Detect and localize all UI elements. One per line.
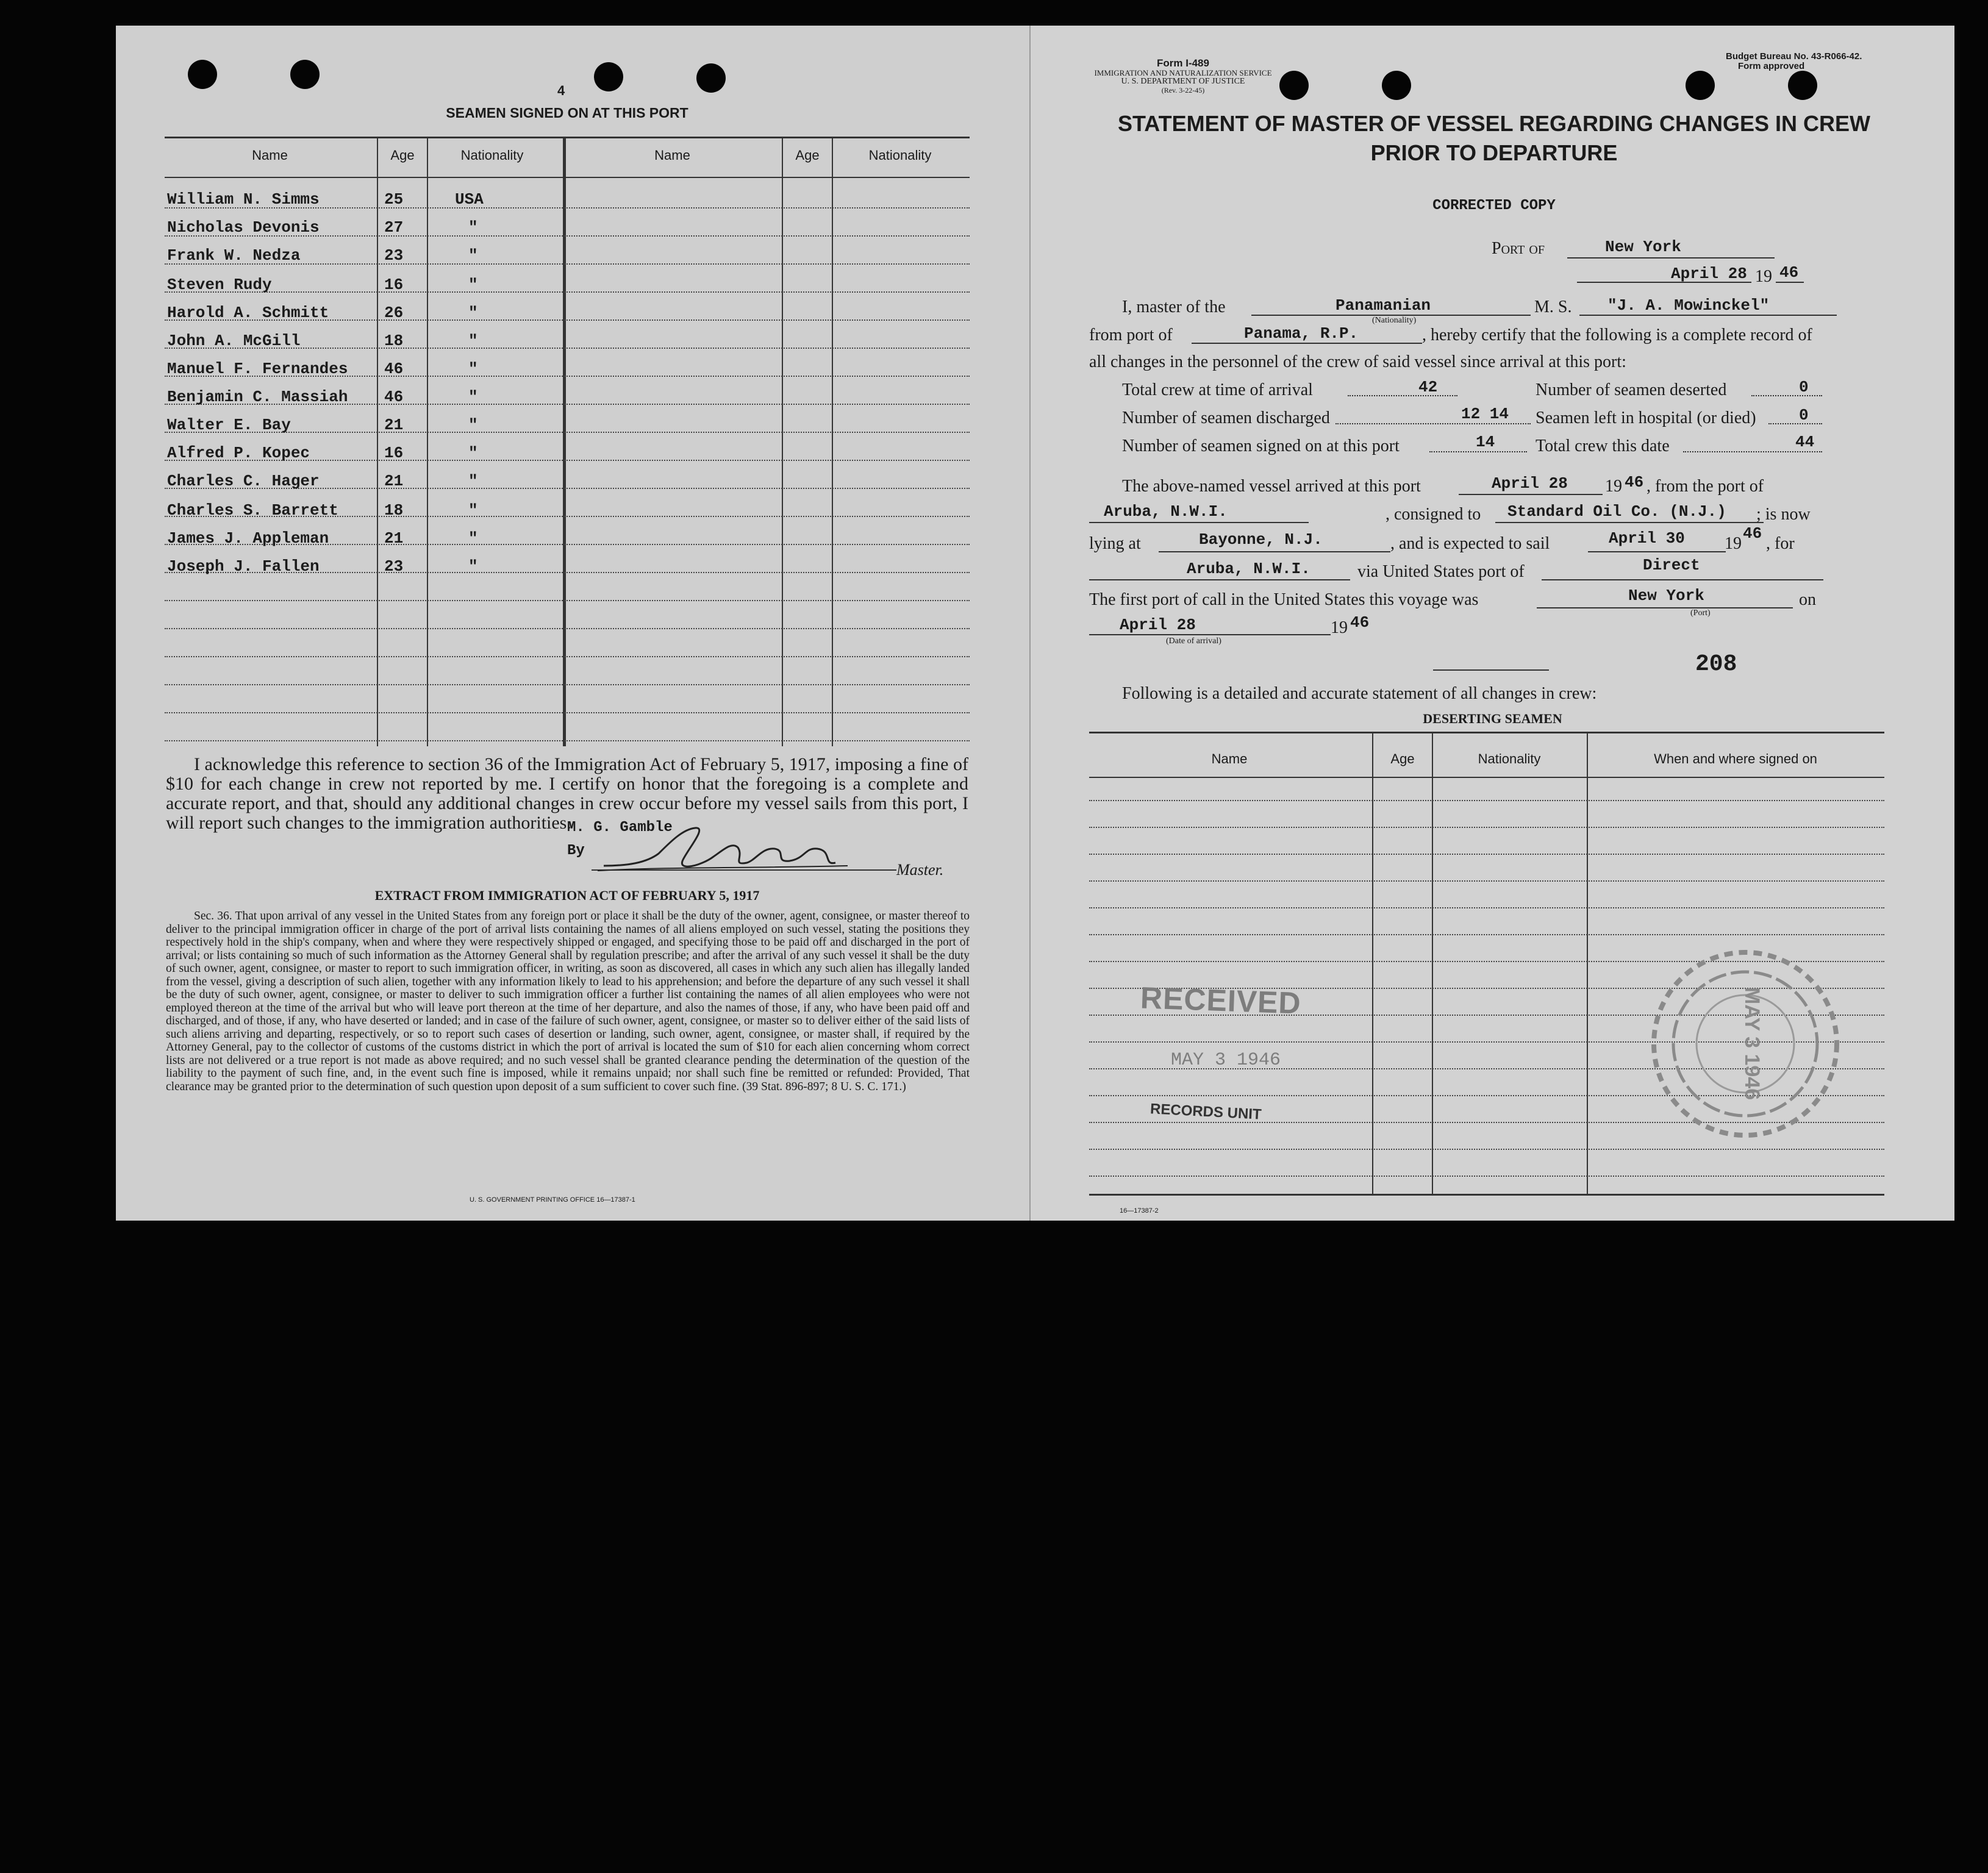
seaman-name: Steven Rudy (167, 276, 272, 294)
port-caption: (Port) (1690, 608, 1711, 618)
via-value: Direct (1643, 556, 1700, 574)
records-unit-stamp: RECORDS UNIT (1150, 1101, 1262, 1123)
from-port-label: from port of (1089, 326, 1173, 344)
row-rule (165, 600, 970, 601)
page-number: 4 (557, 83, 565, 98)
seaman-name: Charles S. Barrett (167, 501, 338, 519)
row-rule (165, 684, 970, 685)
budget-bureau-number: Budget Bureau No. 43-R066-42. (1726, 51, 1862, 62)
seaman-nationality: " (468, 304, 478, 322)
col-header-age: Age (390, 148, 415, 163)
seaman-nationality: " (468, 529, 478, 548)
expected-label: , and is expected to sail (1390, 534, 1550, 553)
col-header-age-2: Age (795, 148, 820, 163)
seaman-name: Joseph J. Fallen (167, 557, 320, 576)
arrived-date: April 28 (1492, 474, 1568, 493)
row-rule (1089, 880, 1884, 882)
seaman-nationality: " (468, 444, 478, 462)
sail-date: April 30 (1609, 529, 1685, 548)
via-label: via United States port of (1357, 562, 1525, 581)
printer-imprint-right: 16—17387-2 (1120, 1207, 1159, 1215)
seaman-nationality: " (468, 416, 478, 434)
right-page (1031, 26, 1954, 1221)
first-port-date: April 28 (1120, 616, 1196, 634)
col-header-nationality-2: Nationality (868, 148, 932, 163)
seaman-age: 23 (384, 246, 404, 265)
seaman-age: 21 (384, 472, 404, 490)
from-port-line (1192, 343, 1422, 344)
seaman-nationality: " (468, 276, 478, 294)
seaman-name: Manuel F. Fernandes (167, 360, 348, 378)
desert-table-header-rule (1089, 777, 1884, 778)
row-rule (1089, 854, 1884, 855)
stat-leader (1429, 451, 1527, 452)
section-title: SEAMEN SIGNED ON AT THIS PORT (446, 105, 688, 121)
desert-col-name: Name (1211, 751, 1248, 766)
stat-label-signed-on: Number of seamen signed on at this port (1122, 437, 1400, 455)
seaman-nationality: " (468, 218, 478, 237)
seaman-age: 21 (384, 529, 404, 548)
via-line (1542, 579, 1823, 580)
punch-hole (696, 63, 726, 93)
lying-at-label: lying at (1089, 534, 1141, 553)
seaman-name: Benjamin C. Massiah (167, 388, 348, 406)
received-date-stamp: MAY 3 1946 (1171, 1050, 1281, 1071)
arrived-year-prefix: 19 (1605, 477, 1622, 496)
punch-hole (188, 60, 217, 89)
year-line (1776, 282, 1804, 283)
row-rule (1089, 934, 1884, 935)
extract-title: EXTRACT FROM IMMIGRATION ACT OF FEBRUARY 5, 1917 (374, 888, 760, 903)
seaman-nationality: " (468, 501, 478, 519)
from-port-value: Panama, R.P. (1244, 324, 1359, 343)
is-now-label: ; is now (1756, 505, 1811, 524)
stat-value-discharged: 12 14 (1461, 405, 1509, 423)
seaman-age: 16 (384, 276, 404, 294)
sail-year: 46 (1743, 524, 1762, 543)
punch-hole (290, 60, 320, 89)
col-header-name: Name (252, 148, 288, 163)
round-stamp-text: MAY 3 1946 (1740, 986, 1764, 1101)
arrived-from: Aruba, N.W.I. (1104, 502, 1228, 521)
stat-leader (1348, 395, 1457, 396)
desert-col-nationality: Nationality (1478, 751, 1541, 766)
stat-value-deserted: 0 (1799, 378, 1809, 396)
from-the-port-of: , from the port of (1647, 477, 1764, 496)
form-number: Form I-489 (1157, 57, 1209, 69)
stat-leader (1683, 451, 1822, 452)
form-title-line-1: STATEMENT OF MASTER OF VESSEL REGARDING CHANGES IN CREW (1117, 111, 1871, 136)
first-port-year: 46 (1350, 613, 1370, 632)
seaman-name: Nicholas Devonis (167, 218, 320, 237)
col-divider (377, 137, 378, 746)
seaman-name: Walter E. Bay (167, 416, 291, 434)
certify-text-2: all changes in the personnel of the crew of said vessel since arrival at this port: (1089, 352, 1626, 371)
master-name: M. G. Gamble (567, 819, 673, 836)
arrived-year: 46 (1625, 473, 1644, 491)
stat-value-arrival: 42 (1418, 378, 1438, 396)
seaman-age: 25 (384, 190, 404, 209)
lying-at-line (1159, 551, 1390, 552)
short-rule (1433, 669, 1549, 671)
by-label: By (567, 843, 585, 859)
desert-col-signed-on: When and where signed on (1654, 751, 1817, 766)
first-port-year-prefix: 19 (1331, 618, 1348, 637)
row-rule (165, 656, 970, 657)
first-port-date-line (1089, 634, 1331, 635)
form-revision: (Rev. 3-22-45) (1161, 86, 1205, 95)
destination-line (1089, 579, 1350, 580)
stat-leader (1751, 395, 1822, 396)
arrived-from-line (1089, 522, 1309, 523)
col-divider (832, 137, 833, 746)
seaman-age: 46 (384, 360, 404, 378)
date-caption: (Date of arrival) (1166, 637, 1221, 646)
received-stamp: RECEIVED (1140, 980, 1302, 1021)
vessel-name-line (1579, 315, 1837, 316)
stat-value-hospital: 0 (1799, 406, 1809, 424)
desert-col-divider (1587, 732, 1588, 1195)
desert-col-divider (1372, 732, 1373, 1195)
first-port-value: New York (1628, 587, 1704, 605)
reference-number: 208 (1695, 651, 1737, 677)
col-divider (782, 137, 783, 746)
lying-at-value: Bayonne, N.J. (1199, 530, 1323, 549)
table-header-rule (165, 177, 970, 178)
vessel-type: M. S. (1534, 298, 1572, 316)
stat-leader (1768, 423, 1822, 424)
seaman-name: Harold A. Schmitt (167, 304, 329, 322)
punch-hole (1686, 71, 1715, 100)
row-rule (1089, 1149, 1884, 1150)
destination: Aruba, N.W.I. (1187, 560, 1310, 578)
certify-text: , hereby certify that the following is a complete record of (1422, 326, 1812, 344)
sail-date-line (1588, 551, 1726, 552)
stat-label-deserted: Number of seamen deserted (1536, 380, 1727, 399)
seaman-age: 21 (384, 416, 404, 434)
seaman-name: Alfred P. Kopec (167, 444, 310, 462)
table-top-rule (165, 137, 970, 138)
printer-imprint: U. S. GOVERNMENT PRINTING OFFICE 16—17387-1 (470, 1196, 635, 1204)
col-divider-double (563, 137, 566, 746)
seaman-nationality: USA (455, 190, 484, 209)
form-approved: Form approved (1738, 61, 1805, 71)
seaman-age: 27 (384, 218, 404, 237)
seaman-age: 16 (384, 444, 404, 462)
sail-year-prefix: 19 (1725, 534, 1742, 553)
left-page (116, 26, 1031, 1221)
seaman-name: William N. Simms (167, 190, 320, 209)
stat-value-signed-on: 14 (1476, 433, 1495, 451)
col-header-nationality: Nationality (460, 148, 524, 163)
seaman-nationality: " (468, 360, 478, 378)
extract-text: Sec. 36. That upon arrival of any vessel in the United States from any foreign port or place it shall be the duty of the owner, agent, consignee, or master thereof to deliver to the principal immigration officer in charge of the port of arrival lists containing the names of all aliens employed on such vessel, stating the positions they respectively hold in the ship's company, when and where they were respectively shipped or engaged, and specifying those to be paid off and discharged in the port of arrival; or lists containing so much of such information as the Attorney General shall by regulation prescribe; and after the arrival of any such vessel it shall be the duty of such owner, agent, consignee, or master to report to such immigration officer, in writing, as soon as discovered, all cases in which any such alien has illegally landed from the vessel, giving a description of such alien, together with any information likely to lead to his apprehension; and before the departure of any such vessel it shall be the duty of such owner, agent, consignee, or master to deliver to such immigration officer a further list containing the names of all alien employees who were not employed thereon at the time of the arrival but who will leave port thereon at the time of her departure, and also the names of those, if any, who have been paid off and discharged, and of those, if any, who have deserted or landed; and in case of the failure of such owner, agent, consignee, or master so to deliver either of the said lists of such aliens arriving and departing, respectively, or so to report such cases of desertion or landing, such owner, agent, consignee, or master shall, if required by the Attorney General, pay to the collector of customs of the customs district in which the port of arrival is located the sum of $10 for each alien concerning whom correct lists are not delivered or a true report is not made as above required; and no such vessel shall be granted clearance pending the determination of the question of the liability to the payment of such fine, and, in the event such fine is imposed, while it remains unpaid; nor shall such fine be remitted or refunded: Provided, That clearance may be granted prior to the determination of such question upon deposit of a sum sufficient to cover such fine. (39 Stat. 896-897; 8 U. S. C. 171.) (166, 910, 970, 1093)
port-line (1567, 257, 1775, 259)
punch-hole (1382, 71, 1411, 100)
row-rule (1089, 907, 1884, 908)
form-title-line-2: PRIOR TO DEPARTURE (1370, 140, 1618, 165)
desert-table-top (1089, 732, 1884, 733)
nationality-value: Panamanian (1335, 296, 1431, 315)
stat-value-total: 44 (1795, 433, 1815, 451)
year-value: 46 (1779, 263, 1799, 282)
following-text: Following is a detailed and accurate statement of all changes in crew: (1122, 684, 1597, 703)
for-label: , for (1766, 534, 1795, 553)
first-port-label: The first port of call in the United States this voyage was (1089, 590, 1479, 609)
corrected-copy-note: CORRECTED COPY (1432, 198, 1556, 214)
arrived-text: The above-named vessel arrived at this port (1122, 477, 1421, 496)
seaman-nationality: " (468, 557, 478, 576)
seaman-name: John A. McGill (167, 332, 301, 350)
stat-label-total: Total crew this date (1536, 437, 1670, 455)
punch-hole (1788, 71, 1817, 100)
stat-label-hospital: Seamen left in hospital (or died) (1536, 408, 1756, 427)
row-rule (1089, 1176, 1884, 1177)
seaman-nationality: " (468, 246, 478, 265)
row-rule (165, 628, 970, 629)
master-signature (592, 823, 909, 878)
seaman-age: 18 (384, 332, 404, 350)
stat-label-discharged: Number of seamen discharged (1122, 408, 1330, 427)
master-label: Master. (896, 861, 944, 879)
punch-hole (594, 62, 623, 91)
consignee: Standard Oil Co. (N.J.) (1507, 502, 1726, 521)
date-value: April 28 (1671, 265, 1747, 283)
vessel-name: "J. A. Mowinckel" (1607, 296, 1770, 315)
row-rule (1089, 800, 1884, 801)
col-header-name-2: Name (654, 148, 690, 163)
stat-label-arrival: Total crew at time of arrival (1122, 380, 1313, 399)
consigned-to-label: , consigned to (1386, 505, 1481, 524)
col-divider (427, 137, 428, 746)
desert-col-age: Age (1390, 751, 1415, 766)
seaman-name: James J. Appleman (167, 529, 329, 548)
acknowledgment-text: I acknowledge this reference to section 36 of the Immigration Act of February 5, 1917, imposing a fine of $10 for each change in crew not reported by me. I certify on honor that the foregoing is a complete and accurate report, and that, should any additional changes in crew occur before my vessel sails from this port, I will report such changes to the immigration authorities. (166, 754, 968, 833)
seaman-nationality: " (468, 332, 478, 350)
seaman-nationality: " (468, 388, 478, 406)
desert-table-bottom (1089, 1194, 1884, 1196)
port-label: Port of (1492, 239, 1545, 258)
first-port-line (1537, 607, 1793, 608)
master-of-the-label: I, master of the (1122, 298, 1226, 316)
consignee-line (1495, 522, 1764, 523)
seaman-age: 18 (384, 501, 404, 519)
stat-leader (1335, 423, 1531, 424)
row-rule (165, 291, 970, 293)
seaman-age: 23 (384, 557, 404, 576)
seaman-age: 26 (384, 304, 404, 322)
agency-line-1: IMMIGRATION AND NATURALIZATION SERVICE (1094, 68, 1272, 77)
deserting-title: DESERTING SEAMEN (1423, 711, 1562, 726)
seaman-nationality: " (468, 472, 478, 490)
nationality-caption: (Nationality) (1372, 316, 1417, 325)
agency-line-2: U. S. DEPARTMENT OF JUSTICE (1121, 77, 1245, 86)
row-rule (1089, 827, 1884, 828)
year-prefix: 19 (1755, 267, 1772, 286)
port-value: New York (1605, 238, 1681, 256)
seaman-name: Frank W. Nedza (167, 246, 301, 265)
row-rule (165, 740, 970, 741)
row-rule (165, 712, 970, 713)
on-label: on (1799, 590, 1816, 609)
seaman-age: 46 (384, 388, 404, 406)
arrived-date-line (1459, 494, 1603, 495)
desert-col-divider (1432, 732, 1433, 1195)
seaman-name: Charles C. Hager (167, 472, 320, 490)
